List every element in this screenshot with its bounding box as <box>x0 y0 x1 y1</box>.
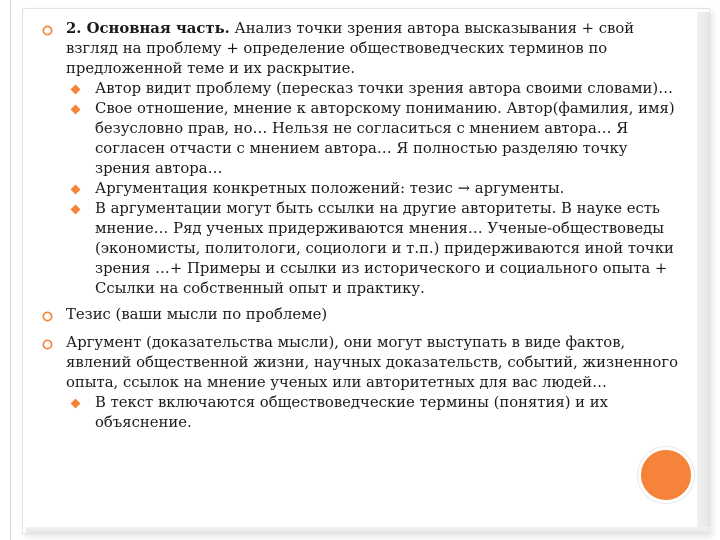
sub-bullet-item <box>66 393 678 433</box>
ring-bullet-icon <box>42 339 53 350</box>
sub-bullet-text: В текст включаются обществоведческие термины (понятия) и их объяснение. <box>95 394 608 431</box>
bullet-item-thesis <box>38 305 678 325</box>
frame-right-shadow <box>697 12 710 534</box>
sub-bullet-text: Свое отношение, мнение к авторскому пониманию. Автор(фамилия, имя) безусловно прав, но… Нельзя не согласиться с мнением автора… Я согласен отчасти с мнением автора… Я полностью разделяю точку зрения автора… <box>95 100 675 177</box>
sub-bullet-item <box>66 79 678 99</box>
diamond-bullet-icon <box>70 398 81 409</box>
frame-bottom-shadow <box>26 527 710 534</box>
sub-bullet-item <box>66 199 678 299</box>
diamond-bullet-icon <box>70 84 81 95</box>
left-decorative-line <box>10 0 11 540</box>
slide-body <box>38 19 678 433</box>
main-part-text: Анализ точки зрения автора высказывания + свой взгляд на проблему + определение обществоведческих терминов по предложенной теме и их раскрытие. <box>66 20 635 77</box>
argument-text: Аргумент (доказательства мысли), они могут выступать в виде фактов, явлений общественной жизни, научных доказательств, событий, жизненного опыта, ссылок на мнение ученых или авторитетных для вас людей… <box>66 334 678 391</box>
sub-bullet-item <box>66 179 678 199</box>
thesis-text: Тезис (ваши мысли по проблеме) <box>66 306 328 323</box>
sub-bullet-item <box>66 99 678 179</box>
sub-bullet-text: В аргументации могут быть ссылки на другие авторитеты. В науке есть мнение… Ряд ученых придерживаются мнения… Ученые-обществоведы (экономисты, политологи, социологи и т.п.) придерживаются иной точки зрения …+ Примеры и ссылки из исторического и социального опыта + Ссылки на собственный опыт и практику. <box>95 200 674 297</box>
ring-bullet-icon <box>42 311 53 322</box>
bullet-item-argument <box>38 333 678 393</box>
sub-bullet-text: Аргументация конкретных положений: тезис → аргументы. <box>95 180 565 197</box>
diamond-bullet-icon <box>70 104 81 115</box>
bullet-item-main-part <box>38 19 678 79</box>
ring-bullet-icon <box>42 25 53 36</box>
diamond-bullet-icon <box>70 184 81 195</box>
diamond-bullet-icon <box>70 204 81 215</box>
sub-bullet-text: Автор видит проблему (пересказ точки зрения автора своими словами)… <box>95 80 673 97</box>
orange-circle-decoration <box>638 447 694 503</box>
main-part-heading: 2. Основная часть. <box>66 20 230 37</box>
